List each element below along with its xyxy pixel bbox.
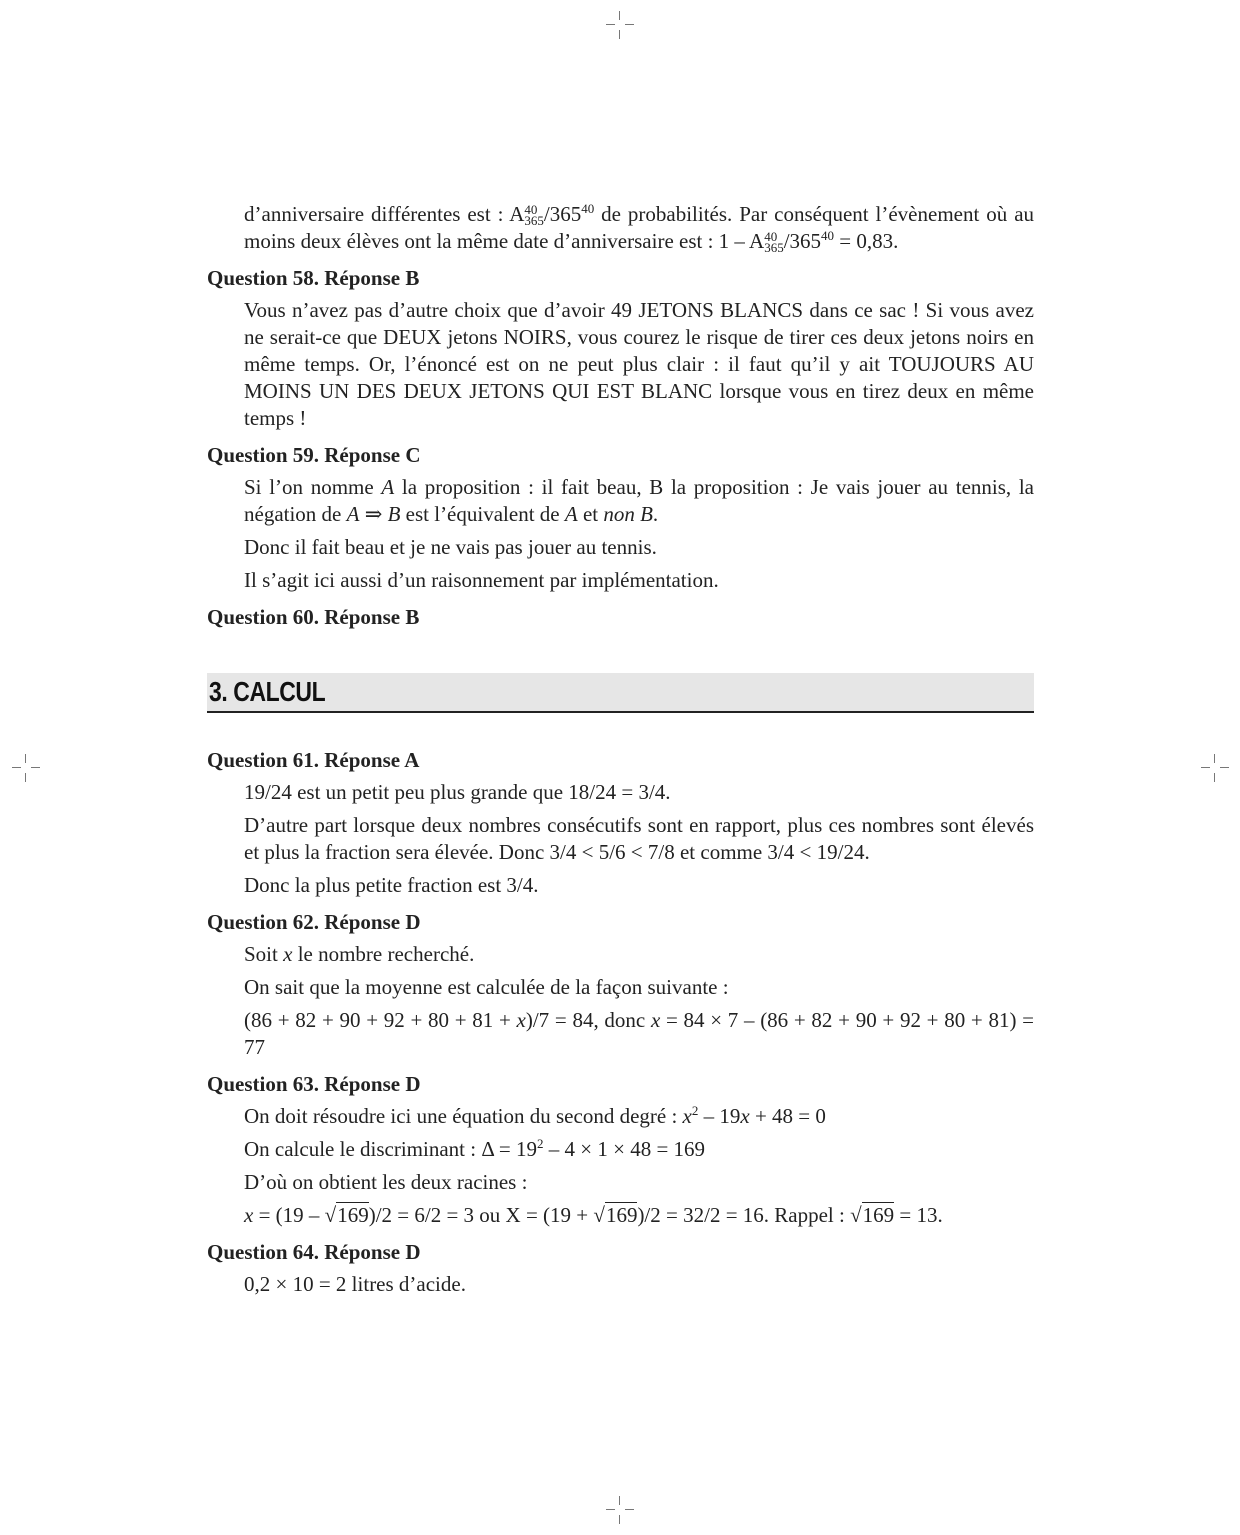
question-63-paragraph-4: x = (19 – √169)/2 = 6/2 = 3 ou X = (19 + √169)/2 = 32/2 = 16. Rappel : √169 = 13.	[244, 1203, 943, 1227]
question-59-paragraph-1: Si l’on nomme A la proposition : il fait beau, B la proposition : Je vais jouer au tennis, la négation de A ⇒ B est l’équivalent de A et non B.	[244, 475, 1034, 526]
question-62-paragraph-1: Soit x le nombre recherché.	[244, 942, 475, 966]
question-63-paragraph-2: On calcule le discriminant : $\Delta = 19^2 - 4 \times 1 \times 48 = 169$	[244, 1136, 706, 1161]
section-title: 3. CALCUL	[209, 676, 326, 707]
crop-mark-top	[606, 11, 634, 39]
sqrt-sign: √	[324, 1203, 337, 1227]
intro-block	[207, 201, 1034, 255]
section-heading	[207, 673, 1034, 713]
question-59-answer	[207, 474, 1034, 594]
question-63-paragraph-3: D’où on obtient les deux racines :	[244, 1170, 528, 1194]
question-63-heading: Question 63. Réponse D	[207, 1072, 421, 1096]
question-62-answer	[207, 941, 1034, 1061]
question-60-heading: Question 60. Réponse B	[207, 605, 420, 629]
question-64-paragraph-1: 0,2 × 10 = 2 litres d’acide.	[244, 1272, 466, 1296]
question-63-answer	[207, 1103, 1034, 1229]
question-59-paragraph-3: Il s’agit ici aussi d’un raisonnement par implémentation.	[244, 568, 719, 592]
crop-mark-bottom	[606, 1496, 634, 1524]
question-64-answer	[207, 1271, 1034, 1298]
page-content	[207, 201, 1034, 1304]
crop-mark-left	[12, 754, 40, 782]
question-58-answer	[207, 297, 1034, 432]
intro-paragraph: d’anniversaire différentes est : A 40 365 $/365^{40}$ de probabilités. Par conséquent l’évènement où au moins deux élèves ont la même date d’anniversaire est : 1 – A 40 365 $/365^{40} = 0,83$.	[244, 201, 1035, 255]
question-61-heading: Question 61. Réponse A	[207, 748, 420, 772]
question-61-paragraph-3: Donc la plus petite fraction est 3/4.	[244, 873, 539, 897]
question-62-paragraph-2: On sait que la moyenne est calculée de la façon suivante :	[244, 975, 729, 999]
question-58-text: Vous n’avez pas d’autre choix que d’avoir 49 JETONS BLANCS dans ce sac ! Si vous avez ne serait-ce que DEUX jetons NOIRS, vous courez le risque de tirer ces deux jetons noirs en même temps. Or, l’énoncé est on ne peut plus clair : il faut qu’il y ait TOUJOURS AU MOINS UN DES DEUX JETONS QUI EST BLANC lorsque vous en tirez deux en même temps !	[244, 298, 1034, 430]
question-59-heading: Question 59. Réponse C	[207, 443, 421, 467]
question-62-paragraph-3: (86 + 82 + 90 + 92 + 80 + 81 + x)/7 = 84, donc x = 84 × 7 – (86 + 82 + 90 + 92 + 80 + 81) = 77	[244, 1008, 1034, 1059]
question-64-heading: Question 64. Réponse D	[207, 1240, 421, 1264]
crop-mark-right	[1201, 754, 1229, 782]
question-61-answer	[207, 779, 1034, 899]
question-58-heading: Question 58. Réponse B	[207, 266, 420, 290]
question-61-paragraph-1: 19/24 est un petit peu plus grande que 18/24 = 3/4.	[244, 780, 671, 804]
question-61-paragraph-2: D’autre part lorsque deux nombres consécutifs sont en rapport, plus ces nombres sont élevés et plus la fraction sera élevée. Donc 3/4 < 5/6 < 7/8 et comme 3/4 < 19/24.	[244, 813, 1034, 864]
question-59-paragraph-2: Donc il fait beau et je ne vais pas jouer au tennis.	[244, 535, 657, 559]
question-62-heading: Question 62. Réponse D	[207, 910, 421, 934]
question-63-paragraph-1: On doit résoudre ici une équation du second degré : $x^2 - 19x + 48 = 0$	[244, 1103, 826, 1128]
